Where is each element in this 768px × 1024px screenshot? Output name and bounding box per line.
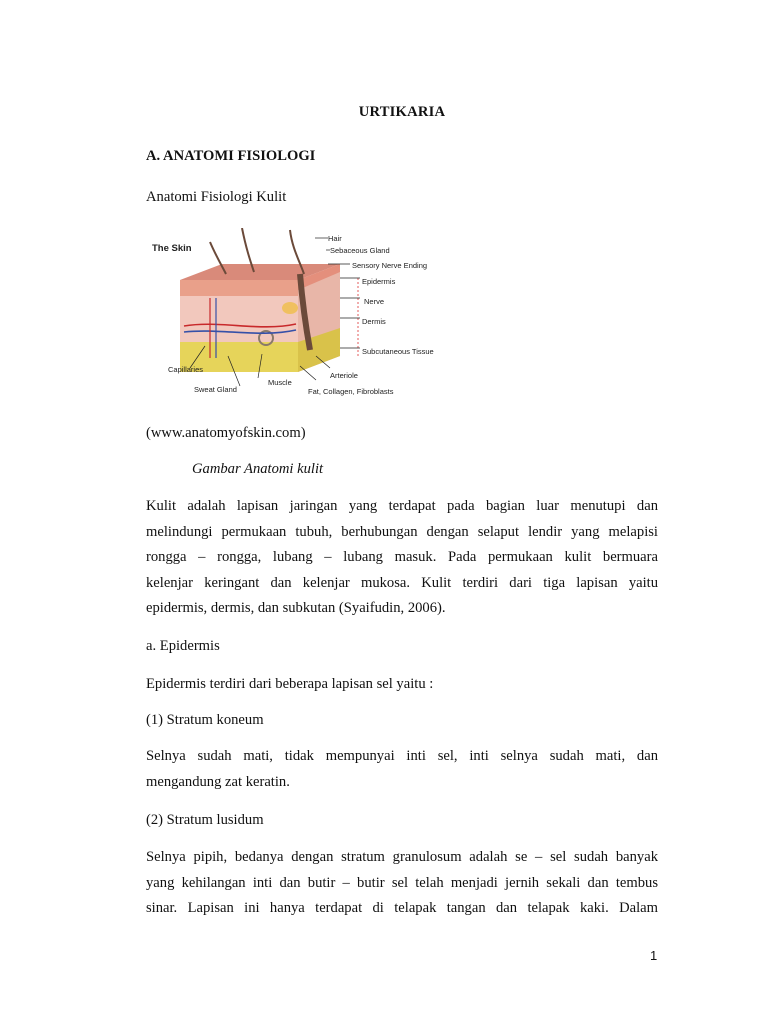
subheading: Anatomi Fisiologi Kulit bbox=[146, 189, 287, 205]
label-nerve: Nerve bbox=[364, 297, 385, 306]
figure-source: (www.anatomyofskin.com) bbox=[146, 425, 306, 441]
intro-paragraph bbox=[146, 494, 658, 622]
paragraph-line: rongga – rongga, lubang – lubang masuk. Pada permukaan kulit bermuara bbox=[146, 549, 658, 566]
diagram-title: The Skin bbox=[152, 243, 192, 254]
label-sweat-gland: Sweat Gland bbox=[194, 385, 237, 394]
label-epidermis: Epidermis bbox=[362, 277, 396, 286]
paragraph-line: yang kehilangan inti dan butir – butir sel telah menjadi jernih sekali dan tembus bbox=[146, 874, 658, 891]
section-heading: A. ANATOMI FISIOLOGI bbox=[146, 148, 316, 164]
label-sensory-nerve-ending: Sensory Nerve Ending bbox=[352, 261, 428, 270]
stratum-koneum-paragraph bbox=[146, 744, 658, 795]
stratum-lusidum-paragraph bbox=[146, 845, 658, 922]
label-hair: Hair bbox=[328, 234, 342, 243]
label-sebaceous-gland: Sebaceous Gland bbox=[330, 246, 390, 255]
list-item-stratum-lusidum: (2) Stratum lusidum bbox=[146, 812, 264, 828]
paragraph-line: Kulit adalah lapisan jaringan yang terdapat pada bagian luar menutupi dan bbox=[146, 498, 658, 514]
figure-caption: Gambar Anatomi kulit bbox=[192, 461, 324, 477]
paragraph-line: sinar. Lapisan ini hanya terdapat di telapak tangan dan telapak kaki. Dalam bbox=[146, 900, 658, 917]
label-subcutaneous-tissue: Subcutaneous Tissue bbox=[362, 347, 434, 356]
paragraph-line: epidermis, dermis, dan subkutan (Syaifudin, 2006). bbox=[146, 600, 446, 617]
paragraph-line: melindungi permukaan tubuh, berhubungan dengan selaput lendir yang melapisi bbox=[146, 523, 658, 540]
skin-anatomy-diagram bbox=[150, 228, 440, 400]
paragraph-line: Selnya pipih, bedanya dengan stratum granulosum adalah se – sel sudah banyak bbox=[146, 849, 658, 865]
epidermis-intro: Epidermis terdiri dari beberapa lapisan sel yaitu : bbox=[146, 676, 434, 692]
list-item-stratum-koneum: (1) Stratum koneum bbox=[146, 712, 264, 728]
label-dermis: Dermis bbox=[362, 317, 386, 326]
epidermis-layer bbox=[180, 280, 298, 296]
paragraph-line: kelenjar keringant dan kelenjar mukosa. Kulit terdiri dari tiga lapisan yaitu bbox=[146, 574, 658, 591]
dermis-layer bbox=[180, 296, 298, 342]
label-fat-collagen: Fat, Collagen, Fibroblasts bbox=[308, 387, 394, 396]
page-number: 1 bbox=[650, 948, 658, 963]
paragraph-line: mengandung zat keratin. bbox=[146, 773, 290, 790]
document-title: URTIKARIA bbox=[358, 104, 446, 120]
label-arteriole: Arteriole bbox=[330, 371, 358, 380]
sebaceous-gland bbox=[282, 302, 298, 314]
list-item-epidermis: a. Epidermis bbox=[146, 638, 220, 654]
label-muscle: Muscle bbox=[268, 378, 292, 387]
paragraph-line: Selnya sudah mati, tidak mempunyai inti sel, inti selnya sudah mati, dan bbox=[146, 748, 658, 764]
label-capillaries: Capillaries bbox=[168, 365, 204, 374]
